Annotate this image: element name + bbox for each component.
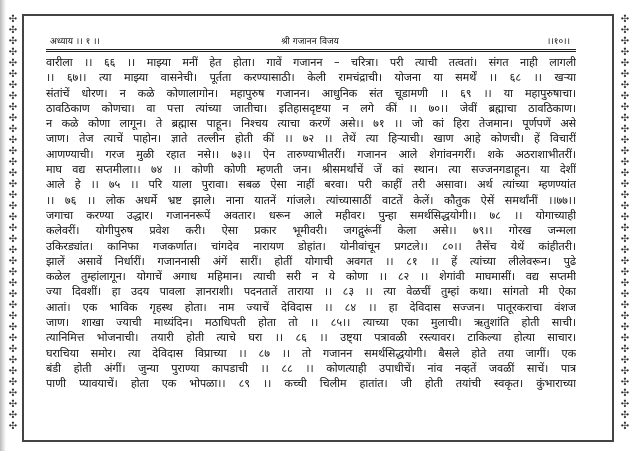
border-ornament-glyph: ✣ (620, 388, 630, 399)
text-line: आतां। एक भाविक गृहस्थ होता। नाम ज्याचें देविदास ।। ८४ ।। हा देविदास सज्जन। पातूरकराचा वंशज (46, 300, 576, 314)
border-ornament-glyph: ✣ (620, 410, 630, 421)
border-ornament-glyph: ✣ (620, 256, 630, 267)
header-rule (46, 49, 576, 50)
border-ornament-glyph: ✣ (620, 311, 630, 322)
border-ornament-glyph: ✣ (620, 377, 630, 388)
verse-text (46, 55, 576, 392)
border-ornament-glyph: ✣ (620, 223, 630, 234)
border-ornament-glyph: ✣ (620, 267, 630, 278)
border-ornament-glyph: ✣ (620, 289, 630, 300)
border-ornament-glyph: ✣ (620, 157, 630, 168)
border-ornament-glyph: ✣ (8, 344, 18, 355)
border-ornament-glyph: ✣ (8, 201, 18, 212)
border-ornament-glyph: ✣ (620, 36, 630, 47)
text-line: घराचिया समोर। त्या देविदास विप्राच्या ।। ८७ ।। तो गजानन समर्थसिद्धयोगी। बैसले होते तया जागीं। एक (46, 346, 576, 360)
border-ornament-glyph: ✣ (620, 399, 630, 410)
border-ornament-glyph: ✣ (620, 146, 630, 157)
border-ornament-glyph: ✣ (8, 399, 18, 410)
text-line: ।। ७६ ।। लोक अधर्मे भ्रष्ट झाले। नाना यातनें गांजले। त्यांच्यासाठीं वाटतें केलें। कौतुक ऐसें समर्थांनीं ।।७७।। (46, 193, 576, 207)
border-ornament-glyph: ✣ (8, 80, 18, 91)
border-ornament-glyph: ✣ (620, 168, 630, 179)
border-ornament-glyph: ✣ (8, 333, 18, 344)
border-ornament-glyph: ✣ (620, 344, 630, 355)
text-line: संतांचें धोरण। न कळे कोणालागोन। महापुरुष गजानन। आधुनिक संत चूडामणी ।। ६९ ।। या महापुरुषाचा। (46, 86, 576, 100)
text-line: जाण। शाखा ज्याची माध्यंदिन। मठाधिपती होता तो ।। ८५।। त्याच्या एका मुलाची। ऋतुशांति होती साची। (46, 316, 576, 330)
border-ornament-glyph: ✣ (8, 388, 18, 399)
border-ornament-glyph: ✣ (620, 322, 630, 333)
border-ornament-glyph: ✣ (8, 322, 18, 333)
book-title: श्री गजानन विजय (281, 37, 339, 47)
border-ornament-glyph: ✣ (620, 245, 630, 256)
border-ornament-glyph: ✣ (620, 234, 630, 245)
border-ornament-glyph: ✣ (620, 179, 630, 190)
border-ornament-glyph: ✣ (8, 245, 18, 256)
text-line: कलेवरीं। योगीपुरुष प्रवेश करी। ऐसा प्रकार भूमीवरी। जगद्गुरूंनीं केला असे।। ७९।। गोरख जन्मला (46, 224, 576, 238)
border-ornament-glyph: ✣ (8, 234, 18, 245)
text-line: आणण्याची। गरज मुळी रहात नसे।। ७३।। ऐन तारुण्याभीतरीं। गजानन आले शेगांवनगरीं। शके अठराशाभीतरीं। (46, 147, 576, 161)
border-ornament-glyph: ✣ (8, 14, 18, 25)
page-header (50, 34, 570, 50)
border-ornament-glyph: ✣ (620, 124, 630, 135)
text-line: आले हे ।। ७५ ।। परि याला पुरावा। सबळ ऐसा नाहीं बरवा। परी काहीं तरी असावा। अर्थ त्यांच्या म्हणण्यांत (46, 178, 576, 192)
border-ornament-glyph: ✣ (8, 47, 18, 58)
border-ornament-glyph: ✣ (8, 113, 18, 124)
text-line: जाण। तेज त्याचें पाहोन। ज्ञाते तल्लीन होती कीं ।। ७२ ।। तेथें त्या हिऱ्याची। खाण आहे कोणची। हें विचारीं (46, 132, 576, 146)
text-line: ज्या दिवशीं। हा उदय पावला ज्ञानराशी। पदनतातें ताराया ।। ८३ ।। त्या वेळचीं तुम्हां कथा। सांगतो मी ऐका (46, 285, 576, 299)
border-ornament-glyph: ✣ (8, 157, 18, 168)
border-ornament-glyph: ✣ (620, 421, 630, 432)
text-line: ।। ६७।। त्या माझ्या वासनेची। पूर्तता करण्यासाठी। केली रामचंद्राची। योजना या समर्थें ।। ६८ ।। खऱ्या (46, 71, 576, 85)
border-ornament-glyph: ✣ (8, 168, 18, 179)
text-line: उकिरड्यांत। कानिफा गजकर्णात। चांगदेव नारायण डोहांत। योनीवांचून प्रगटले।। ८०।। तैसेंच येथें कांहीतरी। (46, 239, 576, 253)
border-ornament-glyph: ✣ (8, 36, 18, 47)
text-line: माघ वद्य सप्तमीला।। ७४ ।। कोणी कोणी म्हणती जन। श्रीसमर्थांचें जें कां स्थान। त्या सज्जनगडाहून। या देशीं (46, 163, 576, 177)
border-ornament-glyph: ✣ (620, 113, 630, 124)
border-ornament-glyph: ✣ (8, 25, 18, 36)
border-ornament-glyph: ✣ (620, 102, 630, 113)
border-ornament-glyph: ✣ (8, 410, 18, 421)
text-line: कळेल तुम्हांलागून। योगाचें अगाध महिमान। त्याची सरी न ये कोणा ।। ८२ ।। शेगांवी माघमासीं। वद्य सप्तमी (46, 270, 576, 284)
border-ornament-glyph: ✣ (8, 256, 18, 267)
border-ornament-glyph: ✣ (620, 300, 630, 311)
text-line: न कळे कोणा लागून। ते ब्रह्मास पाहून। निश्चय त्याचा करणें असे।। ७१ ।। जो कां हिरा तेजमान। पूर्णपणें असे (46, 117, 576, 131)
border-ornament-glyph: ✣ (8, 179, 18, 190)
text-line: ठावठिकाण कोणचा। वा पत्ता त्यांच्या जातीचा। इतिहासदृष्टया न लगे कीं ।। ७०।। जेवीं ब्रह्माचा ठावठिकाण। (46, 101, 576, 115)
border-ornament-glyph: ✣ (8, 377, 18, 388)
border-ornament-glyph: ✣ (620, 91, 630, 102)
border-ornament-glyph: ✣ (620, 355, 630, 366)
right-ornamental-border (618, 14, 632, 442)
border-ornament-glyph: ✣ (8, 421, 18, 432)
border-ornament-glyph: ✣ (8, 300, 18, 311)
border-ornament-glyph: ✣ (620, 212, 630, 223)
left-ornamental-border (6, 14, 20, 442)
border-ornament-glyph: ✣ (620, 333, 630, 344)
border-ornament-glyph: ✣ (8, 135, 18, 146)
border-ornament-glyph: ✣ (620, 278, 630, 289)
border-ornament-glyph: ✣ (620, 69, 630, 80)
text-line: त्यानिमित्त भोजनाची। तयारी होती त्याचे घरा ।। ८६ ।। उष्ट्या पत्रावळी रस्त्यावर। टाकिल्या होत्या साचार। (46, 331, 576, 345)
border-ornament-glyph: ✣ (8, 124, 18, 135)
border-ornament-glyph: ✣ (8, 311, 18, 322)
border-ornament-glyph: ✣ (620, 366, 630, 377)
text-line: पाणी प्यावयाचें। होता एक भोपळा।। ८९ ।। कच्ची चिलीम हातांत। जी होती तयांची स्वकृत। कुंभाराच्या (46, 377, 576, 391)
border-ornament-glyph: ✣ (620, 135, 630, 146)
border-ornament-glyph: ✣ (8, 190, 18, 201)
border-ornament-glyph: ✣ (8, 146, 18, 157)
border-ornament-glyph: ✣ (8, 91, 18, 102)
border-ornament-glyph: ✣ (8, 212, 18, 223)
border-ornament-glyph: ✣ (620, 190, 630, 201)
border-ornament-glyph: ✣ (620, 58, 630, 69)
text-line: झालें असावें निर्धारीं। गजाननासी अंगें सारीं। होतीं योगाची अवगत ।। ८१ ।। हें त्यांच्या लीलेवरून। पुढे (46, 254, 576, 268)
border-ornament-glyph: ✣ (620, 80, 630, 91)
border-ornament-glyph: ✣ (8, 267, 18, 278)
border-ornament-glyph: ✣ (620, 201, 630, 212)
text-line: वारीला ।। ६६ ।। माझ्या मनीं हेत होता। गावें गजानन – चरित्रा। परी त्याची तत्वतां। संगत नाही लागली (46, 56, 576, 69)
border-ornament-glyph: ✣ (620, 47, 630, 58)
chapter-label: अध्याय ।। १ ।। (50, 37, 100, 47)
border-ornament-glyph: ✣ (620, 14, 630, 25)
text-line: बंडी होती अंगीं। जुन्या पुराण्या कापडाची ।। ८८ ।। कोणत्याही उपाधीचें। नांव नव्हतें जवळीं साचें। पात्र (46, 361, 576, 375)
border-ornament-glyph: ✣ (8, 102, 18, 113)
border-ornament-glyph: ✣ (8, 58, 18, 69)
border-ornament-glyph: ✣ (8, 223, 18, 234)
border-ornament-glyph: ✣ (620, 25, 630, 36)
page-number: ।।१०।। (546, 37, 570, 47)
border-ornament-glyph: ✣ (8, 355, 18, 366)
border-ornament-glyph: ✣ (8, 69, 18, 80)
text-line: जगाचा करण्या उद्धार। गजाननरूपें अवतार। धरून आले महीवर। पुन्हा समर्थसिद्धयोगी।। ७८ ।। योगाच्याही (46, 208, 576, 222)
border-ornament-glyph: ✣ (8, 366, 18, 377)
header-rule-thin (46, 51, 576, 52)
border-ornament-glyph: ✣ (8, 278, 18, 289)
border-ornament-glyph: ✣ (8, 289, 18, 300)
